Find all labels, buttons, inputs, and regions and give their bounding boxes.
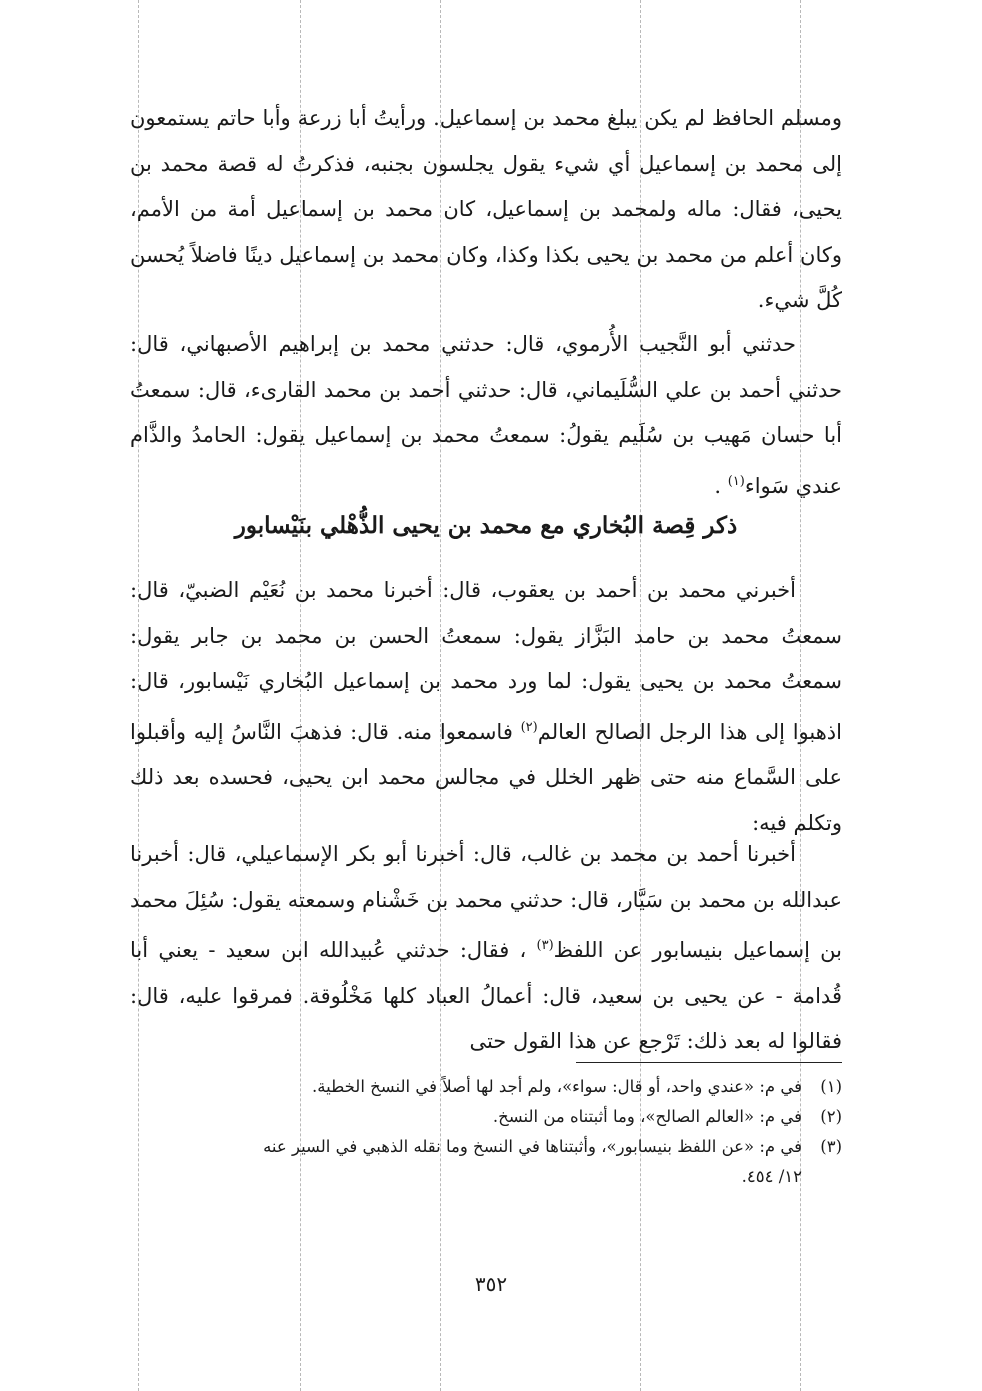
footnote-ref-3[interactable]: (٣) xyxy=(536,938,554,953)
footnote-separator xyxy=(576,1062,842,1063)
footnote-3 xyxy=(130,1132,842,1162)
footnote-ref-1[interactable]: (١) xyxy=(727,473,745,489)
paragraph-1-text: ومسلم الحافظ لم يكن يبلغ محمد بن إسماعيل. ورأيتُ أبا زرعة وأبا حاتم يستمعون إلى محمد بن إسماعيل أي شيء يقول يجلسون بجنبه، فذكرتُ له قصة محمد بن يحيى، فقال: ماله ولمحمد بن إسماعيل، كان محمد بن إسماعيل أمة من الأمم، وكان أعلم من محمد بن يحيى بكذا وكذا، وكان محمد بن إسماعيل دينًا فاضلاً يُحسن كُلَّ شيء. xyxy=(130,106,842,312)
footnote-number: (١) xyxy=(820,1077,842,1096)
footnotes xyxy=(130,1072,842,1192)
paragraph-2-text: حدثني أبو النَّجيب الأُرموي، قال: حدثني محمد بن إبراهيم الأصبهاني، قال: حدثني أحمد بن علي السُّلَيماني، قال: حدثني أحمد بن محمد القارىء، قال: سمعتُ أبا حسان مَهيب بن سُلَيم يقولُ: سمعتُ محمد بن إسماعيل يقول: الحامدُ والذَّام عندي سَواء xyxy=(130,332,842,498)
paragraph-3b-text: فاسمعوا منه. قال: فذهبَ النَّاسُ إليه وأقبلوا على السَّماع منه حتى ظهر الخلل في مجالس محمد ابن يحيى، فحسده بعد ذلك وتكلم فيه: xyxy=(130,719,842,835)
paragraph-isnad-1: حدثني أبو النَّجيب الأُرموي، قال: حدثني محمد بن إبراهيم الأصبهاني، قال: حدثني أحمد بن علي السُّلَيماني، قال: حدثني أحمد بن محمد القارىء، قال: سمعتُ أبا حسان مَهيب بن سُلَيم يقولُ: سمعتُ محمد بن إسماعيل يقول: الحامدُ والذَّام عندي سَواء$^{(١)}$ . xyxy=(130,332,842,498)
footnote-ref-2[interactable]: (٢) xyxy=(520,719,538,735)
section-heading: ذكر قِصة البُخاري مع محمد بن يحيى الذُّهْلي بنَيْسابور xyxy=(234,512,738,539)
footnote-text: في م: «العالم الصالح»، وما أثبتناه من النسخ. xyxy=(492,1107,802,1126)
paragraph-isnad-2 xyxy=(130,568,842,846)
paragraph-4b-text: ، فقال: حدثني عُبيدالله ابن سعيد - يعني أبا قُدامة - عن يحيى بن سعيد، قال: أعمالُ العباد كلها مَخْلُوقة. فمرقوا عليه، قال: فقالوا له بعد ذلك: تَرْجع عن هذا القول حتى xyxy=(130,938,842,1053)
page-number: ٣٥٢ xyxy=(474,1272,508,1296)
footnote-text: في م: «عندي واحد، أو قال: سواء»، ولم أجد لها أصلاً في النسخ الخطية. xyxy=(312,1077,802,1096)
footnote-text: في م: «عن اللفظ بنيسابور»، وأثبتناها في النسخ وما نقله الذهبي في السير عنه xyxy=(263,1137,802,1156)
footnote-2 xyxy=(130,1102,842,1132)
footnote-3-continuation: ١٢/ ٤٥٤. xyxy=(741,1167,802,1186)
footnote-number: (٢) xyxy=(820,1107,842,1126)
footnote-number: (٣) xyxy=(820,1137,842,1156)
footnote-1 xyxy=(130,1072,842,1102)
paragraph-3a-text: أخبرني محمد بن أحمد بن يعقوب، قال: أخبرنا محمد بن نُعَيْم الضبيّ، قال: سمعتُ محمد بن حامد البَزَّاز يقول: سمعتُ الحسن بن محمد بن جابر يقول: سمعتُ محمد بن يحيى يقول: لما ورد محمد بن إسماعيل البُخاري نَيْسابور، قال: اذهبوا إلى هذا الرجل الصالح العالم xyxy=(130,578,842,744)
paragraph-4a-text: أخبرنا أحمد بن محمد بن غالب، قال: أخبرنا أبو بكر الإسماعيلي، قال: أخبرنا عبدالله بن محمد بن سَيَّار، قال: حدثني محمد بن خَشْنام وسمعته يقول: سُئِلَ محمد بن إسماعيل بنيسابور عن اللفظ xyxy=(130,842,842,962)
paragraph-isnad-3 xyxy=(130,832,842,1065)
paragraph-continuation xyxy=(130,96,842,324)
